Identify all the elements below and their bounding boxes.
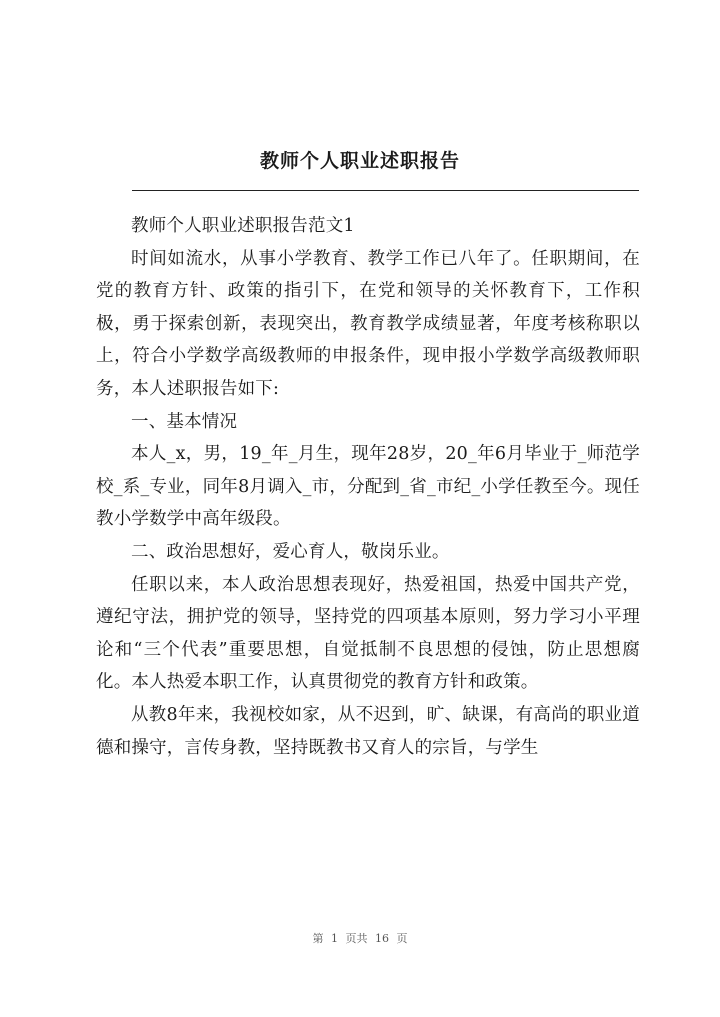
paragraph-teaching: 从教8年来，我视校如家，从不迟到，旷、缺课，有高尚的职业道德和操守，言传身教，坚持既教书又育人的宗旨，与学生 <box>96 704 640 758</box>
footer-middle: 页共 <box>345 932 368 945</box>
document-body <box>96 210 640 764</box>
section-heading-politics: 二、政治思想好，爱心育人，敬岗乐业。 <box>131 541 450 562</box>
footer-total-pages: 16 <box>375 932 389 945</box>
paragraph-subtitle: 教师个人职业述职报告范文1 <box>131 216 355 236</box>
title-divider <box>132 190 639 191</box>
paragraph-basic-info: 本人_x，男，19_年_月生，现年28岁，20_年6月毕业于_师范学校_系_专业，同年8月调入_市，分配到_省_市纪_小学任教至今。现任教小学数学中高年级段。 <box>96 444 640 530</box>
paragraph-politics: 任职以来，本人政治思想表现好，热爱祖国，热爱中国共产党，遵纪守法，拥护党的领导，坚持党的四项基本原则，努力学习小平理论和“三个代表”重要思想，自觉抵制不良思想的侵蚀，防止思想腐化。本人热爱本职工作，认真贯彻党的教育方针和政策。 <box>96 574 640 693</box>
document-title: 教师个人职业述职报告 <box>259 150 460 172</box>
paragraph-intro: 时间如流水，从事小学教育、教学工作已八年了。任职期间，在党的教育方针、政策的指引下，在党和领导的关怀教育下，工作积极，勇于探索创新，表现突出，教育教学成绩显著，年度考核称职以上，符合小学数学高级教师的申报条件，现申报小学数学高级教师职务，本人述职报告如下: <box>96 248 640 399</box>
footer-page-number: 1 <box>331 932 338 945</box>
footer-suffix: 页 <box>396 932 408 945</box>
footer-prefix: 第 <box>312 932 324 945</box>
page-footer <box>0 932 720 946</box>
section-heading-basic-info: 一、基本情况 <box>131 411 238 432</box>
